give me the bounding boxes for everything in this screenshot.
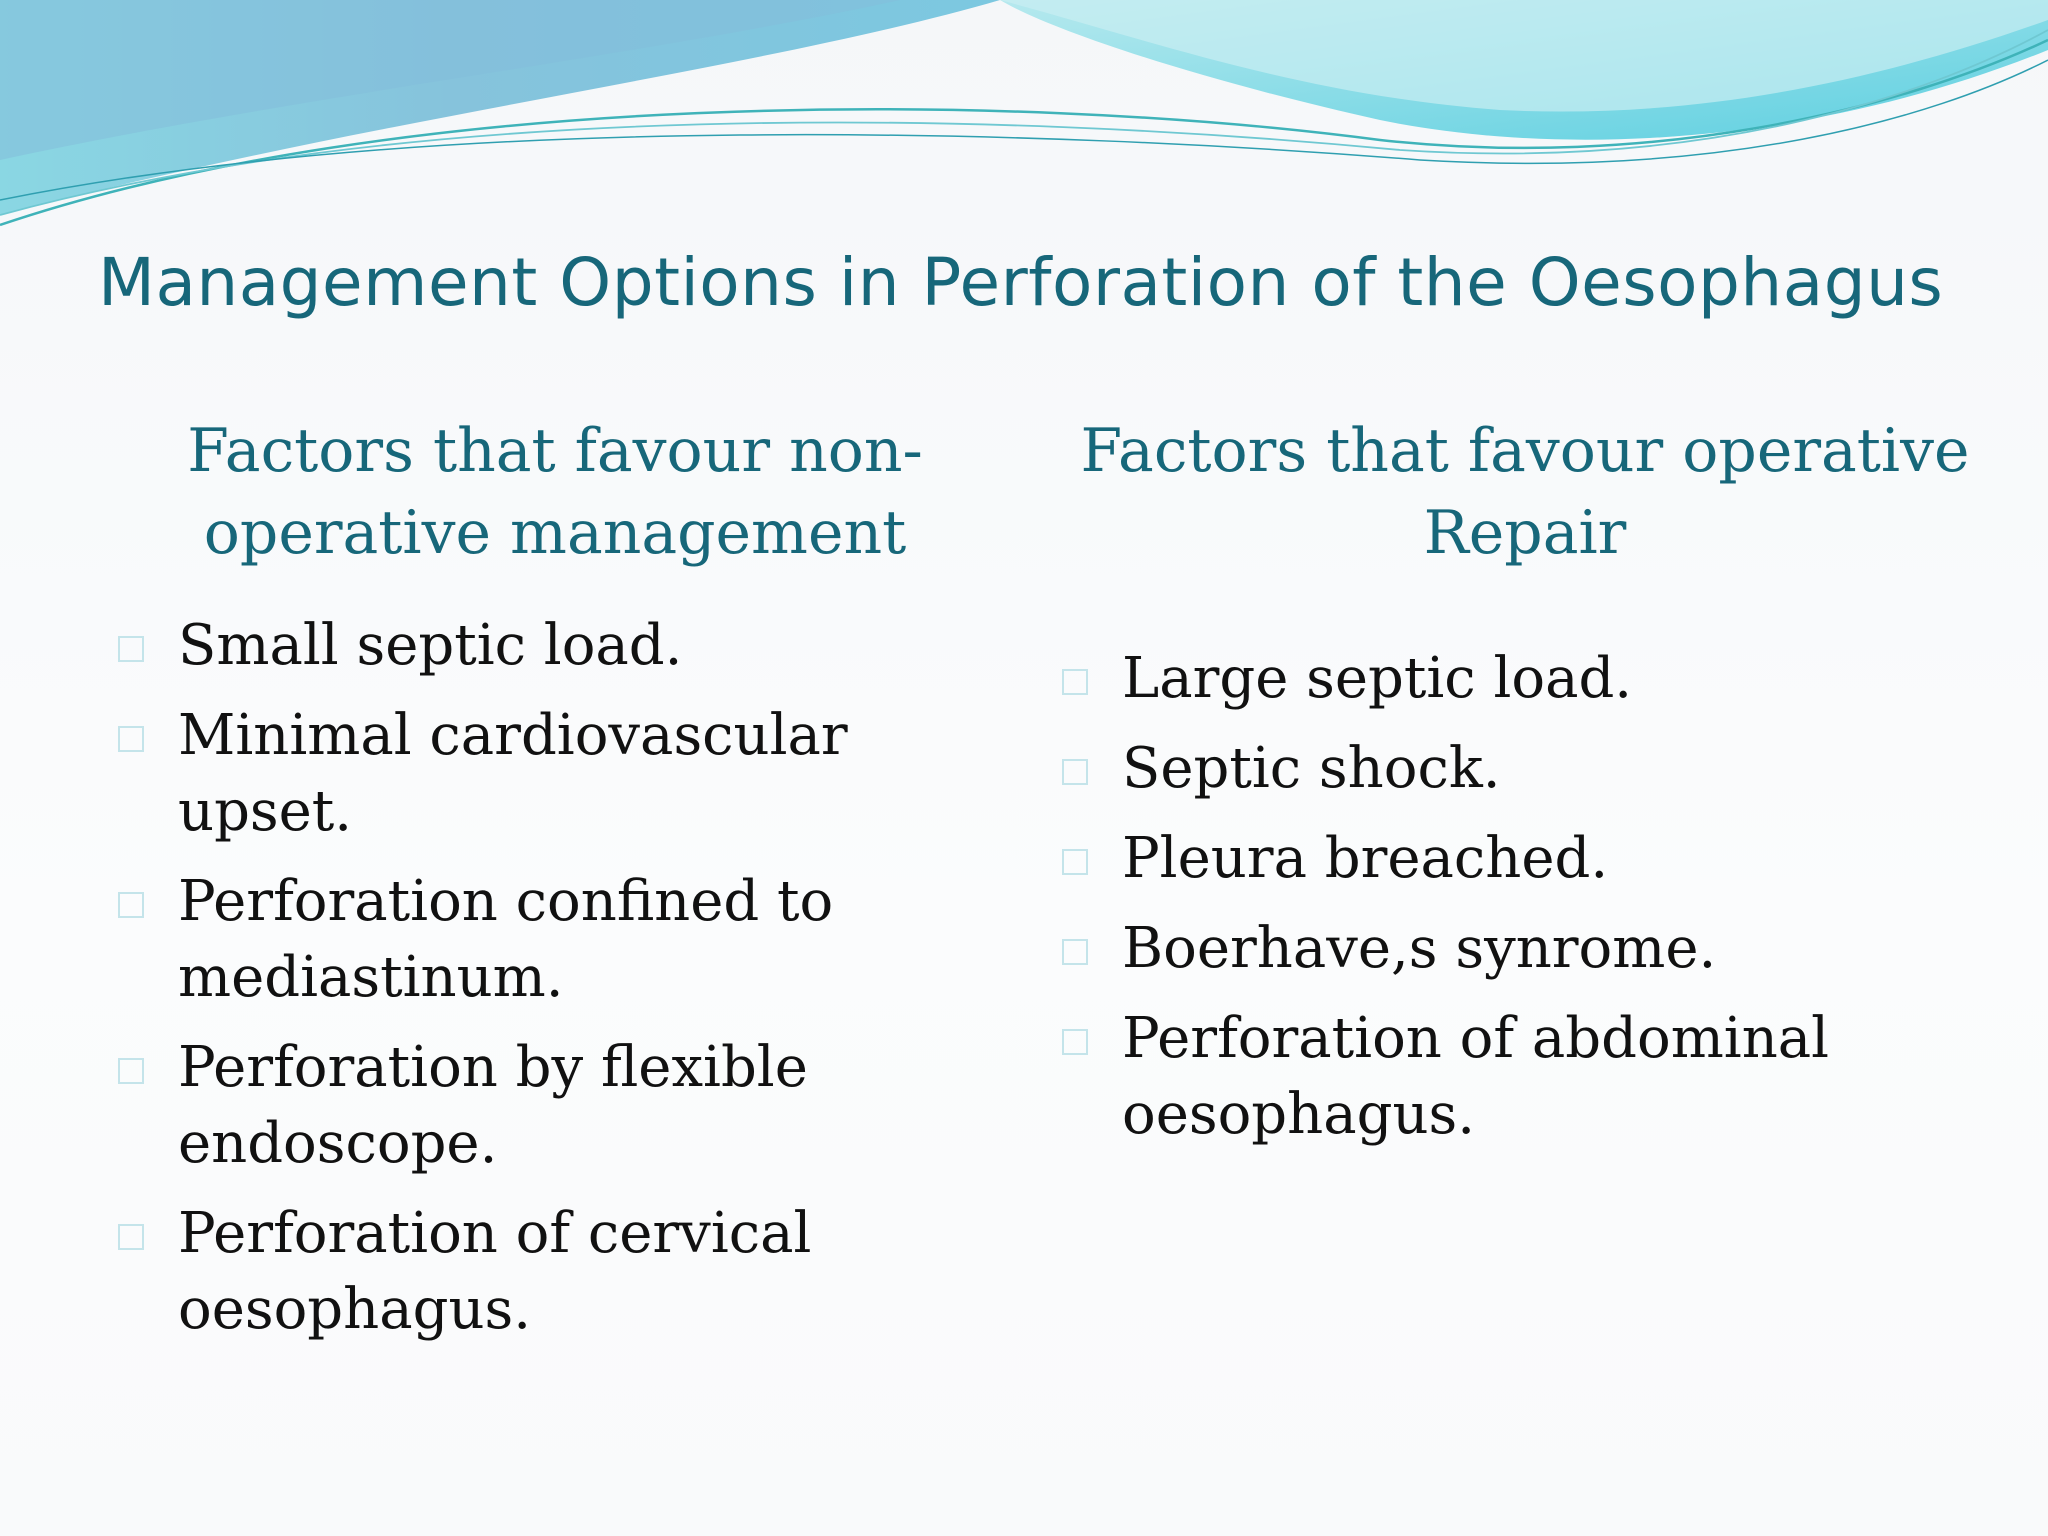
list-item [118,698,1018,850]
left-heading-line-2: operative management [203,498,907,568]
list-item-line: Perforation by flexible [178,1035,808,1100]
list-item-text [1122,641,1632,717]
list-item [118,1196,1018,1348]
list-item-line: upset. [178,779,353,844]
list-item-text [1122,1001,1829,1153]
slide-title: Management Options in Perforation of the Oesophagus [98,244,1944,321]
hollow-square-bullet-icon [1062,939,1088,965]
list-item-text [1122,821,1608,897]
right-heading-line-1: Factors that favour operative [1080,416,1970,486]
list-item-line: mediastinum. [178,945,564,1010]
header-wave-decoration [0,0,2048,260]
right-factor-list [1062,641,1962,1167]
list-item [118,608,1018,684]
hollow-square-bullet-icon [1062,759,1088,785]
left-column-heading [150,410,960,574]
hollow-square-bullet-icon [1062,849,1088,875]
list-item [1062,731,1962,807]
list-item-line: oesophagus. [178,1277,532,1342]
list-item-text [178,608,682,684]
list-item-line: Septic shock. [1122,736,1501,801]
list-item-line: Perforation of abdominal [1122,1006,1830,1071]
list-item [118,1030,1018,1182]
list-item-line: Perforation of cervical [178,1201,812,1266]
hollow-square-bullet-icon [118,1224,144,1250]
list-item-text [178,1030,808,1182]
list-item [1062,911,1962,987]
hollow-square-bullet-icon [118,726,144,752]
right-heading-line-2: Repair [1423,498,1627,568]
list-item [1062,821,1962,897]
hollow-square-bullet-icon [118,1058,144,1084]
hollow-square-bullet-icon [118,636,144,662]
hollow-square-bullet-icon [118,892,144,918]
left-factor-list [118,608,1018,1362]
right-column-heading [1060,410,1990,574]
list-item-line: Large septic load. [1122,646,1633,711]
list-item-line: Small septic load. [178,613,683,678]
hollow-square-bullet-icon [1062,1029,1088,1055]
left-heading-line-1: Factors that favour non- [187,416,923,486]
hollow-square-bullet-icon [1062,669,1088,695]
list-item-text [178,864,833,1016]
list-item-line: Boerhave,s synrome. [1122,916,1717,981]
list-item-line: endoscope. [178,1111,498,1176]
list-item-text [178,698,848,850]
list-item-line: Perforation confined to [178,869,834,934]
list-item-text [178,1196,811,1348]
list-item-line: Minimal cardiovascular [178,703,848,768]
list-item-text [1122,731,1501,807]
list-item-line: oesophagus. [1122,1082,1476,1147]
list-item [118,864,1018,1016]
list-item-text [1122,911,1716,987]
list-item-line: Pleura breached. [1122,826,1609,891]
list-item [1062,641,1962,717]
list-item [1062,1001,1962,1153]
